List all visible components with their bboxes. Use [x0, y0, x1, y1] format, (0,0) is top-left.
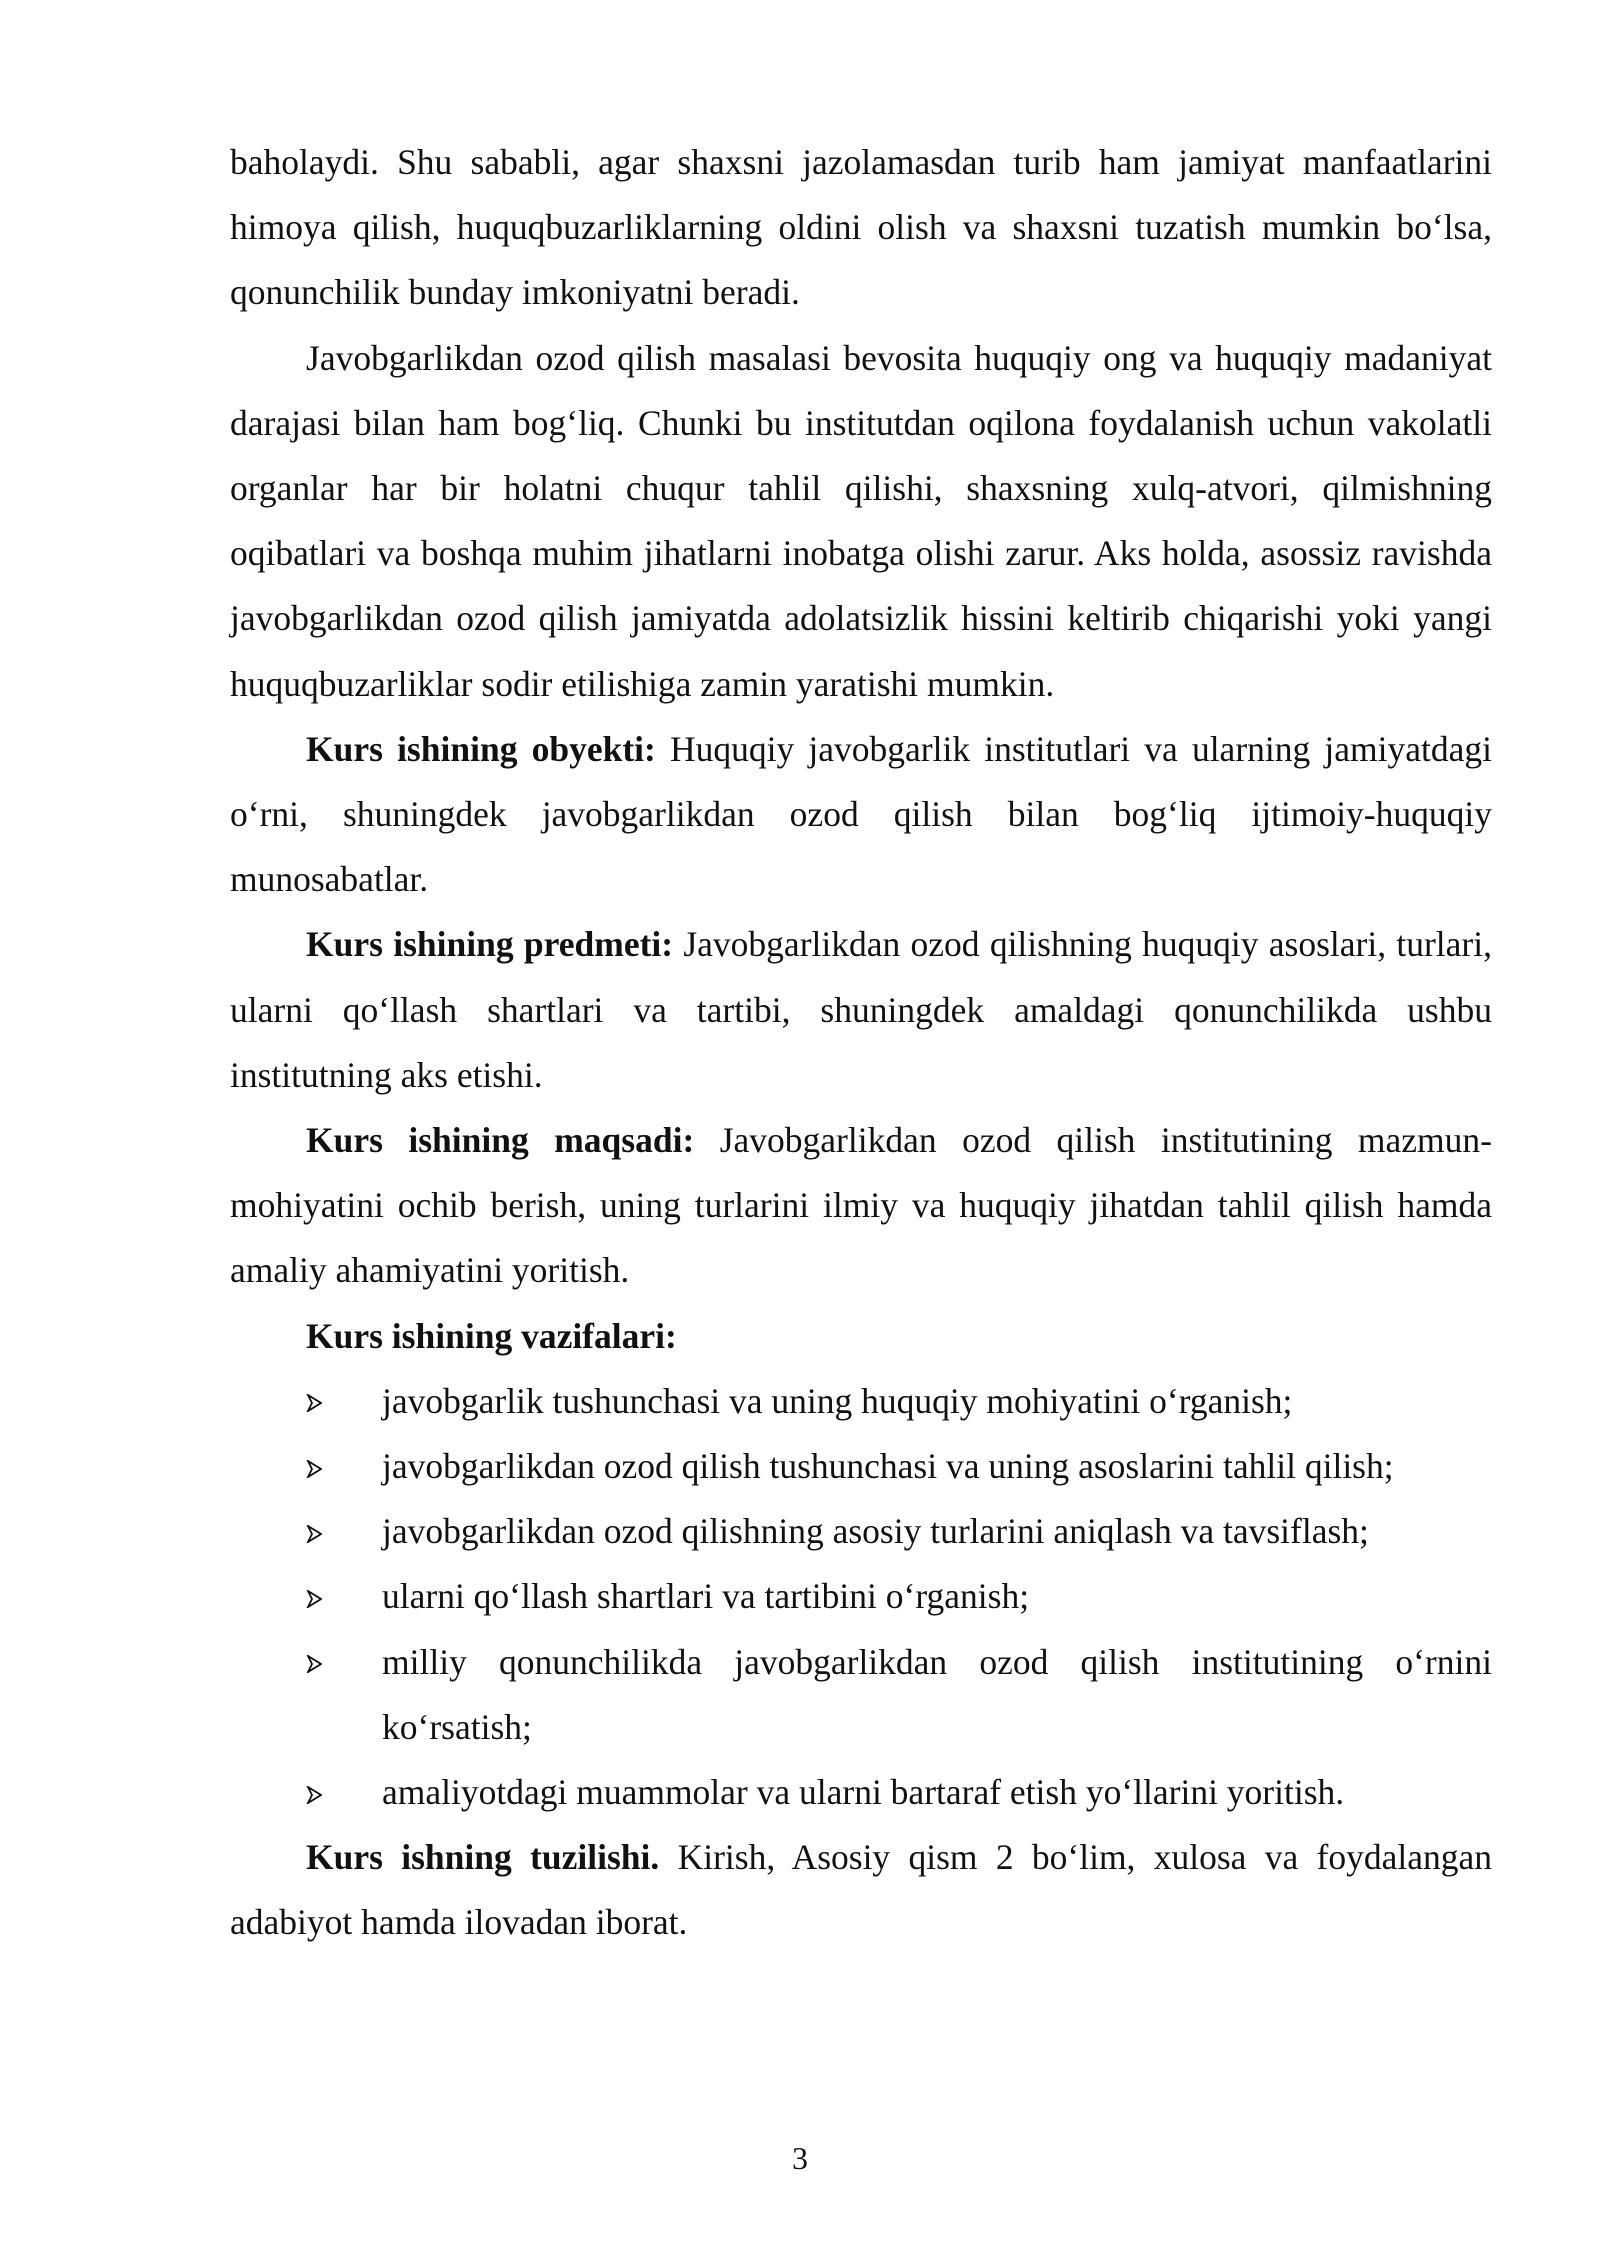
- subject-text: Javobgarlikdan ozod qilishning huquqiy asoslari, turlari, ularni qo‘llash shartlari va tartibi, shuningdek amaldagi qonunchilikda ushbu institutning aks etishi.: [230, 924, 1492, 1095]
- task-item: [230, 1630, 1492, 1760]
- tasks-heading: Kurs ishining vazifalari:: [306, 1315, 677, 1356]
- object-text: Huquqiy javobgarlik institutlari va ularning jamiyatdagi o‘rni, shuningdek javobgarlikdan ozod qilish bilan bog‘liq ijtimoiy-huquqiy munosabatlar.: [230, 728, 1492, 900]
- task-text: ularni qo‘llash shartlari va tartibini o‘rganish;: [382, 1576, 1030, 1617]
- task-text: milliy qonunchilikda javobgarlikdan ozod qilish institutining o‘rnini ko‘rsatish;: [382, 1641, 1492, 1747]
- task-item: [230, 1369, 1492, 1434]
- arrowhead-bullet-icon: [306, 1630, 346, 1695]
- paragraph-subject: [230, 912, 1492, 1108]
- goal-label: Kurs ishining maqsadi:: [306, 1120, 695, 1161]
- subject-label: Kurs ishining predmeti:: [306, 924, 674, 965]
- arrowhead-bullet-icon: [306, 1434, 346, 1499]
- task-item: [230, 1760, 1492, 1825]
- arrowhead-bullet-icon: [306, 1564, 346, 1629]
- structure-text: Kirish, Asosiy qism 2 bo‘lim, xulosa va foydalangan adabiyot hamda ilovadan iborat.: [230, 1837, 1492, 1943]
- arrowhead-bullet-icon: [306, 1369, 346, 1434]
- task-text: javobgarlikdan ozod qilish tushunchasi va uning asoslarini tahlil qilish;: [382, 1446, 1394, 1487]
- page-number: 3: [792, 2140, 808, 2176]
- task-item: [230, 1434, 1492, 1499]
- paragraph-intro-continuation: baholaydi. Shu sababli, agar shaxsni jazolamasdan turib ham jamiyat manfaatlarini himoya qilish, huquqbuzarliklarning oldini olish va shaxsni tuzatish mumkin bo‘lsa, qonunchilik bunday imkoniyatni beradi.: [230, 142, 1492, 313]
- paragraph-goal: [230, 1108, 1492, 1304]
- goal-text: Javobgarlikdan ozod qilish institutining mazmun-mohiyatini ochib berish, uning turlarini ilmiy va huquqiy jihatdan tahlil qilish hamda amaliy ahamiyatini yoritish.: [230, 1120, 1492, 1291]
- task-text: javobgarlik tushunchasi va uning huquqiy mohiyatini o‘rganish;: [382, 1380, 1293, 1421]
- arrowhead-bullet-icon: [306, 1499, 346, 1564]
- object-label: Kurs ishining obyekti:: [306, 728, 656, 769]
- task-item: [230, 1564, 1492, 1629]
- paragraph-structure: [230, 1825, 1492, 1955]
- task-text: amaliyotdagi muammolar va ularni bartaraf etish yo‘llarini yoritish.: [382, 1772, 1345, 1813]
- page-body: [230, 130, 1492, 1956]
- task-text: javobgarlikdan ozod qilishning asosiy turlarini aniqlash va tavsiflash;: [382, 1511, 1369, 1552]
- paragraph-legal-culture: Javobgarlikdan ozod qilish masalasi bevosita huquqiy ong va huquqiy madaniyat darajasi bilan ham bog‘liq. Chunki bu institutdan oqilona foydalanish uchun vakolatli organlar har bir holatni chuqur tahlil qilishi, shaxsning xulq-atvori, qilmishning oqibatlari va boshqa muhim jihatlarni inobatga olishi zarur. Aks holda, asossiz ravishda javobgarlikdan ozod qilish jamiyatda adolatsizlik hissini keltirib chiqarishi yoki yangi huquqbuzarliklar sodir etilishiga zamin yaratishi mumkin.: [230, 337, 1492, 704]
- paragraph-object: [230, 717, 1492, 913]
- structure-label: Kurs ishning tuzilishi.: [306, 1837, 660, 1878]
- task-item: [230, 1499, 1492, 1564]
- tasks-list: [230, 1369, 1492, 1825]
- arrowhead-bullet-icon: [306, 1760, 346, 1825]
